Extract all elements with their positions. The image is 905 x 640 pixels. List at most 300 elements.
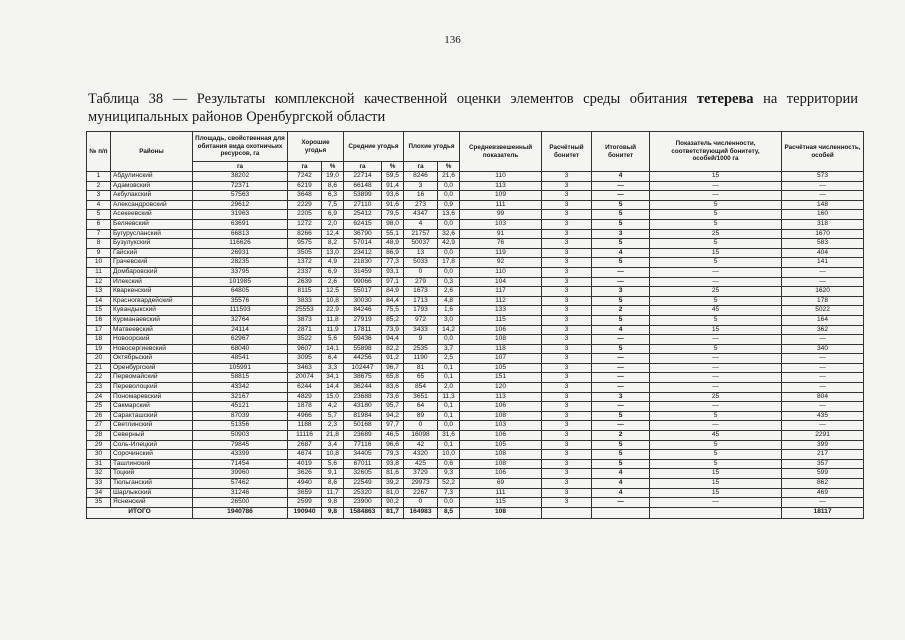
- row-good-ha: 2205: [288, 210, 322, 220]
- row-medium-ha: 55898: [344, 344, 382, 354]
- row-num: 7: [87, 229, 111, 239]
- row-good-ha: 9575: [288, 239, 322, 249]
- row-good-pct: 6,3: [322, 191, 344, 201]
- row-calc-bonitet: 3: [542, 335, 592, 345]
- row-calc-bonitet: 3: [542, 344, 592, 354]
- row-area: 43342: [193, 383, 288, 393]
- row-area: 24114: [193, 325, 288, 335]
- table-row: [87, 431, 864, 441]
- row-calc-bonitet: 3: [542, 479, 592, 489]
- row-good-pct: 7,5: [322, 200, 344, 210]
- table-row: [87, 459, 864, 469]
- table-row: [87, 488, 864, 498]
- row-final-bonitet: 4: [592, 325, 650, 335]
- table-row: [87, 344, 864, 354]
- row-calc-bonitet: 3: [542, 258, 592, 268]
- row-good-ha: 3626: [288, 469, 322, 479]
- row-good-pct: 8,6: [322, 181, 344, 191]
- row-bad-pct: 31,6: [438, 431, 460, 441]
- row-num: 34: [87, 488, 111, 498]
- row-density: 5: [650, 411, 782, 421]
- row-area: 72371: [193, 181, 288, 191]
- row-final-bonitet: 5: [592, 210, 650, 220]
- row-good-pct: 3,3: [322, 363, 344, 373]
- row-bad-pct: 0,1: [438, 402, 460, 412]
- row-bad-pct: 32,6: [438, 229, 460, 239]
- row-good-ha: 1272: [288, 219, 322, 229]
- row-weighted: 106: [460, 325, 542, 335]
- row-district: Матвеевский: [111, 325, 193, 335]
- row-num: 15: [87, 306, 111, 316]
- row-calc-number: —: [782, 373, 864, 383]
- row-density: 15: [650, 248, 782, 258]
- row-bad-pct: 2,5: [438, 354, 460, 364]
- row-medium-pct: 48,9: [382, 239, 404, 249]
- row-num: 6: [87, 219, 111, 229]
- row-district: Светлинский: [111, 421, 193, 431]
- row-area: 35576: [193, 296, 288, 306]
- row-good-pct: 14,4: [322, 383, 344, 393]
- row-district: Илекский: [111, 277, 193, 287]
- row-bad-ha: 2535: [404, 344, 438, 354]
- row-calc-number: 435: [782, 411, 864, 421]
- row-medium-ha: 36790: [344, 229, 382, 239]
- subheader-bad-ha: га: [404, 162, 438, 172]
- row-density: 45: [650, 431, 782, 441]
- row-calc-bonitet: 3: [542, 469, 592, 479]
- row-final-bonitet: 4: [592, 469, 650, 479]
- row-good-ha: 4966: [288, 411, 322, 421]
- row-num: 13: [87, 287, 111, 297]
- row-bad-ha: 3729: [404, 469, 438, 479]
- row-weighted: 109: [460, 191, 542, 201]
- row-calc-number: 804: [782, 392, 864, 402]
- row-weighted: 103: [460, 421, 542, 431]
- row-calc-bonitet: 3: [542, 296, 592, 306]
- row-medium-ha: 23900: [344, 498, 382, 508]
- row-good-ha: 1372: [288, 258, 322, 268]
- row-bad-ha: 5033: [404, 258, 438, 268]
- row-num: 28: [87, 431, 111, 441]
- row-district: Беляевский: [111, 219, 193, 229]
- row-calc-number: 2291: [782, 431, 864, 441]
- row-calc-bonitet: 3: [542, 239, 592, 249]
- row-medium-pct: 90,2: [382, 498, 404, 508]
- row-good-pct: 5,6: [322, 335, 344, 345]
- row-good-ha: 6244: [288, 383, 322, 393]
- row-medium-ha: 23688: [344, 392, 382, 402]
- row-density: 25: [650, 229, 782, 239]
- row-district: Абдулинский: [111, 172, 193, 182]
- row-good-pct: 22,9: [322, 306, 344, 316]
- row-good-ha: 4674: [288, 450, 322, 460]
- row-area: 57563: [193, 191, 288, 201]
- row-bad-pct: 4,8: [438, 296, 460, 306]
- row-calc-number: 164: [782, 315, 864, 325]
- row-good-pct: 19,0: [322, 172, 344, 182]
- table-row: [87, 469, 864, 479]
- row-medium-pct: 39,2: [382, 479, 404, 489]
- row-bad-pct: 0,0: [438, 498, 460, 508]
- row-weighted: 115: [460, 498, 542, 508]
- row-good-ha: 2229: [288, 200, 322, 210]
- row-density: —: [650, 421, 782, 431]
- row-area: 101985: [193, 277, 288, 287]
- row-district: Оренбургский: [111, 363, 193, 373]
- table-row: [87, 267, 864, 277]
- table-row: [87, 229, 864, 239]
- row-good-pct: 14,1: [322, 344, 344, 354]
- row-good-ha: 3095: [288, 354, 322, 364]
- row-area: 79845: [193, 440, 288, 450]
- row-district: Первомайский: [111, 373, 193, 383]
- row-final-bonitet: 4: [592, 488, 650, 498]
- header-calc-bonitet: Расчётный бонитет: [542, 132, 592, 172]
- row-bad-ha: 1713: [404, 296, 438, 306]
- row-medium-ha: 23689: [344, 431, 382, 441]
- row-weighted: 105: [460, 440, 542, 450]
- row-good-ha: 8115: [288, 287, 322, 297]
- row-density: —: [650, 373, 782, 383]
- row-num: 29: [87, 440, 111, 450]
- row-final-bonitet: 5: [592, 239, 650, 249]
- row-area: 31246: [193, 488, 288, 498]
- title-species: тетерева: [696, 91, 754, 107]
- row-bad-ha: 273: [404, 200, 438, 210]
- row-bad-pct: 3,7: [438, 344, 460, 354]
- row-density: 45: [650, 306, 782, 316]
- row-good-pct: 2,3: [322, 421, 344, 431]
- row-bad-ha: 65: [404, 373, 438, 383]
- row-bad-pct: 0,1: [438, 411, 460, 421]
- header-num: № п/п: [87, 132, 111, 172]
- row-bad-ha: 3433: [404, 325, 438, 335]
- row-good-pct: 9,1: [322, 469, 344, 479]
- row-good-pct: 11,9: [322, 325, 344, 335]
- total-medium-pct: 81,7: [382, 507, 404, 518]
- total-final-bonitet: [592, 507, 650, 518]
- row-bad-ha: 42: [404, 440, 438, 450]
- table-row: [87, 306, 864, 316]
- row-good-pct: 12,5: [322, 287, 344, 297]
- row-calc-bonitet: 3: [542, 325, 592, 335]
- table-row: [87, 498, 864, 508]
- row-bad-ha: 854: [404, 383, 438, 393]
- row-district: Ташлинский: [111, 459, 193, 469]
- row-medium-pct: 84,9: [382, 287, 404, 297]
- row-good-pct: 4,9: [322, 258, 344, 268]
- row-density: 5: [650, 440, 782, 450]
- row-density: —: [650, 383, 782, 393]
- table-row: [87, 277, 864, 287]
- header-final-bonitet: Итоговый бонитет: [592, 132, 650, 172]
- row-final-bonitet: 4: [592, 479, 650, 489]
- row-medium-pct: 73,9: [382, 325, 404, 335]
- row-bad-ha: 279: [404, 277, 438, 287]
- row-final-bonitet: —: [592, 267, 650, 277]
- row-medium-pct: 81,0: [382, 488, 404, 498]
- row-final-bonitet: 5: [592, 440, 650, 450]
- row-num: 26: [87, 411, 111, 421]
- row-density: 5: [650, 210, 782, 220]
- table-row: [87, 411, 864, 421]
- row-num: 32: [87, 469, 111, 479]
- row-medium-ha: 25412: [344, 210, 382, 220]
- row-final-bonitet: 5: [592, 411, 650, 421]
- row-calc-bonitet: 3: [542, 306, 592, 316]
- row-medium-ha: 32605: [344, 469, 382, 479]
- row-weighted: 112: [460, 296, 542, 306]
- row-medium-ha: 36244: [344, 383, 382, 393]
- row-bad-ha: 29973: [404, 479, 438, 489]
- row-num: 11: [87, 267, 111, 277]
- row-area: 39960: [193, 469, 288, 479]
- row-area: 58815: [193, 373, 288, 383]
- row-area: 50903: [193, 431, 288, 441]
- row-medium-pct: 94,4: [382, 335, 404, 345]
- row-district: Тоцкий: [111, 469, 193, 479]
- row-calc-bonitet: 3: [542, 191, 592, 201]
- row-medium-pct: 94,2: [382, 411, 404, 421]
- row-bad-pct: 0,3: [438, 277, 460, 287]
- row-weighted: 108: [460, 459, 542, 469]
- row-medium-pct: 75,5: [382, 306, 404, 316]
- row-density: 15: [650, 469, 782, 479]
- row-final-bonitet: 5: [592, 450, 650, 460]
- total-label: ИТОГО: [87, 507, 193, 518]
- subheader-area-ha: га: [193, 162, 288, 172]
- row-weighted: 69: [460, 479, 542, 489]
- row-area: 32764: [193, 315, 288, 325]
- row-good-pct: 4,2: [322, 402, 344, 412]
- row-calc-bonitet: 3: [542, 402, 592, 412]
- row-density: 5: [650, 258, 782, 268]
- row-calc-bonitet: 3: [542, 354, 592, 364]
- row-good-pct: 6,9: [322, 210, 344, 220]
- results-table: [86, 131, 864, 519]
- row-density: 15: [650, 488, 782, 498]
- row-bad-pct: 0,0: [438, 248, 460, 258]
- row-calc-bonitet: 3: [542, 200, 592, 210]
- row-medium-ha: 99066: [344, 277, 382, 287]
- table-row: [87, 258, 864, 268]
- row-weighted: 119: [460, 248, 542, 258]
- subheader-good-pct: %: [322, 162, 344, 172]
- row-area: 33795: [193, 267, 288, 277]
- row-weighted: 99: [460, 210, 542, 220]
- row-medium-ha: 31459: [344, 267, 382, 277]
- row-num: 10: [87, 258, 111, 268]
- row-weighted: 110: [460, 172, 542, 182]
- row-density: 5: [650, 200, 782, 210]
- row-weighted: 76: [460, 239, 542, 249]
- total-good-pct: 9,8: [322, 507, 344, 518]
- row-medium-ha: 102447: [344, 363, 382, 373]
- row-bad-pct: 52,2: [438, 479, 460, 489]
- row-area: 43399: [193, 450, 288, 460]
- row-medium-pct: 93,8: [382, 459, 404, 469]
- row-good-pct: 2,6: [322, 277, 344, 287]
- row-good-ha: 11116: [288, 431, 322, 441]
- row-medium-ha: 25320: [344, 488, 382, 498]
- table-row: [87, 354, 864, 364]
- row-final-bonitet: 5: [592, 459, 650, 469]
- table-row: [87, 479, 864, 489]
- row-calc-bonitet: 3: [542, 210, 592, 220]
- row-density: —: [650, 363, 782, 373]
- row-bad-pct: 2,0: [438, 383, 460, 393]
- row-district: Кувандыкский: [111, 306, 193, 316]
- row-good-ha: 3659: [288, 488, 322, 498]
- row-calc-bonitet: 3: [542, 431, 592, 441]
- row-final-bonitet: 5: [592, 296, 650, 306]
- row-density: —: [650, 335, 782, 345]
- row-calc-number: 318: [782, 219, 864, 229]
- row-district: Новосергиевский: [111, 344, 193, 354]
- row-district: Красногвардейский: [111, 296, 193, 306]
- row-density: 5: [650, 459, 782, 469]
- table-row: [87, 296, 864, 306]
- row-density: 15: [650, 172, 782, 182]
- row-calc-bonitet: 3: [542, 488, 592, 498]
- row-num: 4: [87, 200, 111, 210]
- row-bad-pct: 0,0: [438, 421, 460, 431]
- row-area: 64805: [193, 287, 288, 297]
- row-calc-number: —: [782, 498, 864, 508]
- row-weighted: 113: [460, 392, 542, 402]
- row-good-ha: 2639: [288, 277, 322, 287]
- row-bad-pct: 3,0: [438, 315, 460, 325]
- table-row: [87, 315, 864, 325]
- row-medium-pct: 73,6: [382, 392, 404, 402]
- row-density: 5: [650, 315, 782, 325]
- row-final-bonitet: —: [592, 363, 650, 373]
- row-calc-bonitet: 3: [542, 248, 592, 258]
- header-density: Показатель численности, соответствующий бонитету, особей/1000 га: [650, 132, 782, 172]
- row-good-ha: 1188: [288, 421, 322, 431]
- row-bad-pct: 0,0: [438, 219, 460, 229]
- row-bad-ha: 972: [404, 315, 438, 325]
- row-bad-ha: 13: [404, 248, 438, 258]
- row-area: 26500: [193, 498, 288, 508]
- row-good-pct: 13,0: [322, 248, 344, 258]
- row-final-bonitet: 5: [592, 315, 650, 325]
- row-bad-ha: 0: [404, 267, 438, 277]
- row-medium-pct: 81,6: [382, 469, 404, 479]
- row-density: —: [650, 181, 782, 191]
- row-bad-ha: 81: [404, 363, 438, 373]
- row-calc-bonitet: 3: [542, 229, 592, 239]
- row-district: Сорочинский: [111, 450, 193, 460]
- row-medium-pct: 82,2: [382, 344, 404, 354]
- row-num: 2: [87, 181, 111, 191]
- row-good-ha: 3648: [288, 191, 322, 201]
- row-weighted: 117: [460, 287, 542, 297]
- total-good-ha: 190940: [288, 507, 322, 518]
- row-final-bonitet: —: [592, 277, 650, 287]
- table-row: [87, 373, 864, 383]
- table-row: [87, 239, 864, 249]
- row-good-ha: 2871: [288, 325, 322, 335]
- row-bad-pct: 0,6: [438, 459, 460, 469]
- row-weighted: 104: [460, 277, 542, 287]
- row-medium-ha: 23412: [344, 248, 382, 258]
- row-district: Соль-Илецкий: [111, 440, 193, 450]
- row-area: 68040: [193, 344, 288, 354]
- row-medium-pct: 91,6: [382, 200, 404, 210]
- row-final-bonitet: —: [592, 354, 650, 364]
- row-weighted: 108: [460, 450, 542, 460]
- row-district: Домбаровский: [111, 267, 193, 277]
- row-calc-bonitet: 3: [542, 277, 592, 287]
- row-final-bonitet: —: [592, 383, 650, 393]
- row-weighted: 111: [460, 200, 542, 210]
- row-weighted: 133: [460, 306, 542, 316]
- row-final-bonitet: —: [592, 335, 650, 345]
- row-num: 21: [87, 363, 111, 373]
- total-area: 1940786: [193, 507, 288, 518]
- row-weighted: 107: [460, 354, 542, 364]
- row-bad-pct: 13,6: [438, 210, 460, 220]
- row-district: Тюльганский: [111, 479, 193, 489]
- row-medium-ha: 43180: [344, 402, 382, 412]
- row-num: 8: [87, 239, 111, 249]
- row-weighted: 91: [460, 229, 542, 239]
- row-num: 18: [87, 335, 111, 345]
- row-good-ha: 3522: [288, 335, 322, 345]
- row-district: Пономаревский: [111, 392, 193, 402]
- row-final-bonitet: 5: [592, 258, 650, 268]
- row-bad-ha: 89: [404, 411, 438, 421]
- row-weighted: 106: [460, 402, 542, 412]
- row-bad-ha: 0: [404, 498, 438, 508]
- row-medium-ha: 21830: [344, 258, 382, 268]
- row-medium-ha: 84246: [344, 306, 382, 316]
- row-good-pct: 12,4: [322, 229, 344, 239]
- row-calc-number: 340: [782, 344, 864, 354]
- row-district: Александровский: [111, 200, 193, 210]
- row-area: 28235: [193, 258, 288, 268]
- row-good-ha: 4829: [288, 392, 322, 402]
- row-weighted: 92: [460, 258, 542, 268]
- row-calc-number: —: [782, 267, 864, 277]
- row-medium-pct: 93,6: [382, 191, 404, 201]
- row-bad-pct: 17,8: [438, 258, 460, 268]
- row-num: 17: [87, 325, 111, 335]
- row-medium-ha: 17811: [344, 325, 382, 335]
- row-good-pct: 2,0: [322, 219, 344, 229]
- table-row: [87, 440, 864, 450]
- row-good-ha: 2599: [288, 498, 322, 508]
- row-calc-bonitet: 3: [542, 450, 592, 460]
- row-medium-pct: 77,3: [382, 258, 404, 268]
- row-num: 30: [87, 450, 111, 460]
- row-weighted: 110: [460, 267, 542, 277]
- row-final-bonitet: —: [592, 498, 650, 508]
- row-good-pct: 3,4: [322, 440, 344, 450]
- header-bad: Плохие угодья: [404, 132, 460, 162]
- row-medium-pct: 91,2: [382, 354, 404, 364]
- row-district: Гайский: [111, 248, 193, 258]
- row-calc-number: 357: [782, 459, 864, 469]
- row-district: Новоорский: [111, 335, 193, 345]
- row-bad-pct: 1,6: [438, 306, 460, 316]
- row-district: Курманаевский: [111, 315, 193, 325]
- row-bad-pct: 21,6: [438, 172, 460, 182]
- subheader-good-ha: га: [288, 162, 322, 172]
- row-bad-ha: 8246: [404, 172, 438, 182]
- row-medium-ha: 59436: [344, 335, 382, 345]
